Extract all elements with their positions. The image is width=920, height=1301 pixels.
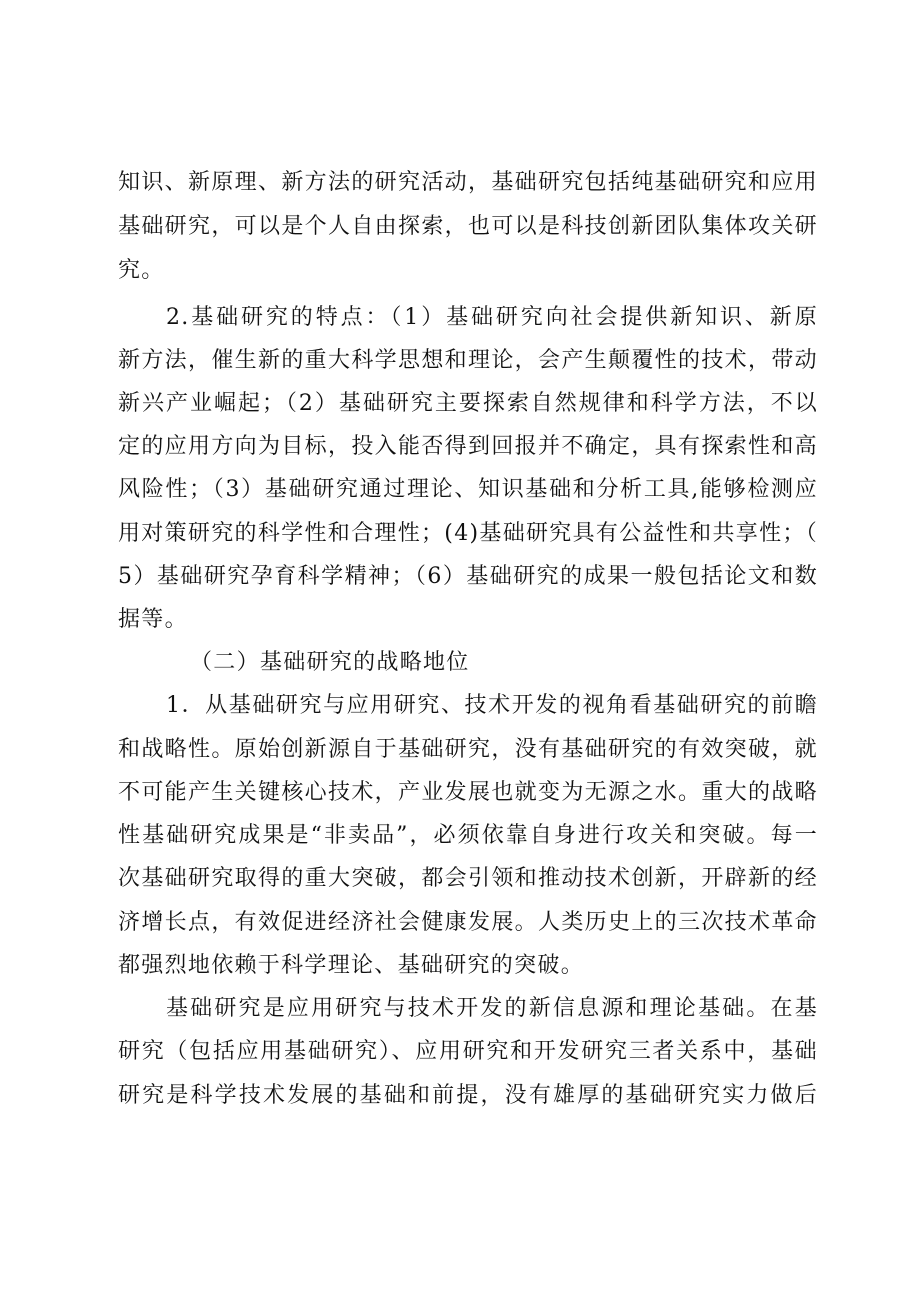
text-line: 次基础研究取得的重大突破，都会引领和推动技术创新，开辟新的经 bbox=[118, 866, 818, 891]
text-line: 5）基础研究孕育科学精神；（6）基础研究的成果一般包括论文和数 bbox=[118, 564, 818, 589]
text-line: 济增长点，有效促进经济社会健康发展。人类历史上的三次技术革命 bbox=[118, 910, 818, 935]
text-line: 新方法，催生新的重大科学思想和理论，会产生颠覆性的技术，带动 bbox=[118, 348, 818, 373]
text-line: 基础研究，可以是个人自由探索，也可以是科技创新团队集体攻关研 bbox=[118, 214, 818, 239]
text-line: 风险性；（3）基础研究通过理论、知识基础和分析工具,能够检测应 bbox=[118, 477, 818, 502]
section-heading: （二）基础研究的战略地位 bbox=[190, 650, 470, 675]
text-line: 知识、新原理、新方法的研究活动，基础研究包括纯基础研究和应用 bbox=[118, 170, 818, 195]
text-line: 性基础研究成果是“非卖品”，必须依靠自身进行攻关和突破。每一 bbox=[118, 823, 818, 848]
text-line: 新兴产业崛起；（2）基础研究主要探索自然规律和科学方法，不以 bbox=[118, 391, 818, 416]
text-line: 1．从基础研究与应用研究、技术开发的视角看基础研究的前瞻 bbox=[166, 693, 818, 718]
text-line: 2.基础研究的特点：（1）基础研究向社会提供新知识、新原 bbox=[166, 305, 818, 330]
text-line: 研究是科学技术发展的基础和前提，没有雄厚的基础研究实力做后 bbox=[118, 1083, 818, 1108]
text-line: 基础研究是应用研究与技术开发的新信息源和理论基础。在基 bbox=[166, 996, 818, 1021]
text-line: 定的应用方向为目标，投入能否得到回报并不确定，具有探索性和高 bbox=[118, 434, 818, 459]
text-line: 不可能产生关键核心技术，产业发展也就变为无源之水。重大的战略 bbox=[118, 780, 818, 805]
text-line: 研究（包括应用基础研究）、应用研究和开发研究三者关系中，基础 bbox=[118, 1039, 818, 1064]
text-line: 据等。 bbox=[118, 607, 188, 632]
text-line: 和战略性。原始创新源自于基础研究，没有基础研究的有效突破，就 bbox=[118, 737, 818, 762]
text-line: 究。 bbox=[118, 258, 165, 283]
text-line: 用对策研究的科学性和合理性；(4)基础研究具有公益性和共享性；（ bbox=[118, 521, 818, 546]
text-line: 都强烈地依赖于科学理论、基础研究的突破。 bbox=[118, 953, 585, 978]
